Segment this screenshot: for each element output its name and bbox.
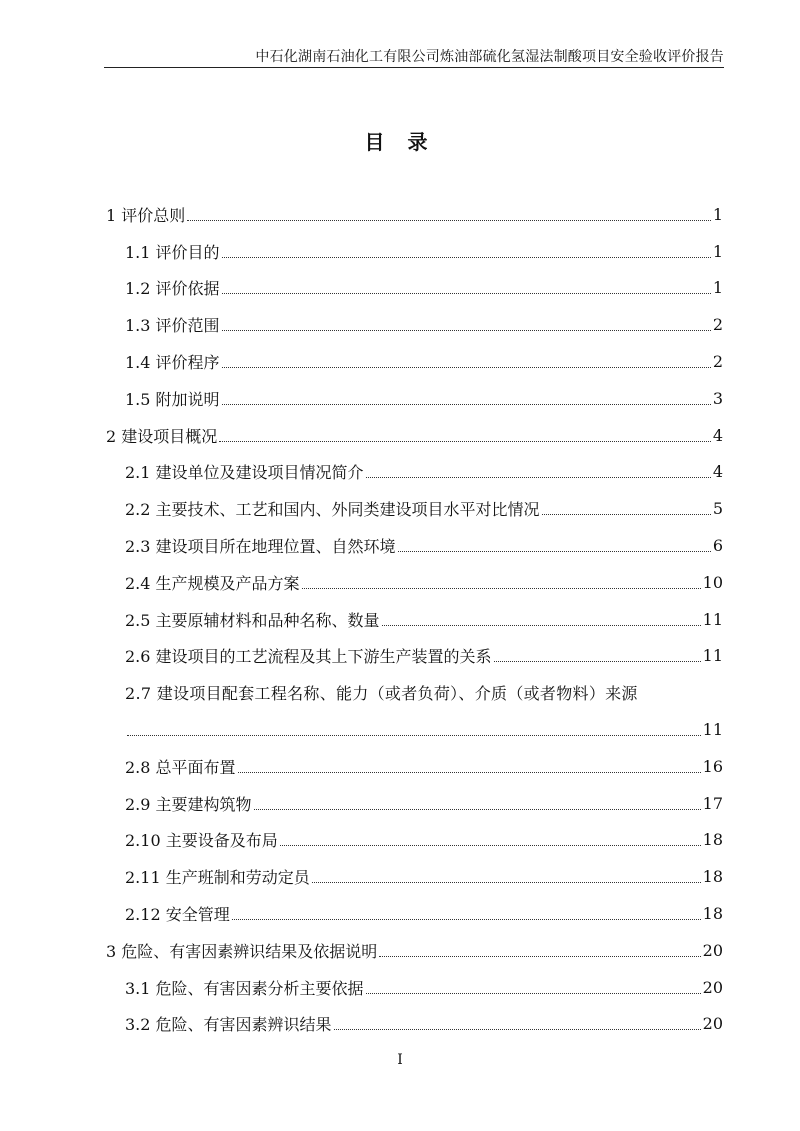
toc-page: 17	[702, 793, 723, 813]
toc-leader	[187, 220, 711, 221]
toc-leader	[312, 882, 701, 883]
toc-leader	[382, 625, 701, 626]
toc-page: 10	[702, 572, 723, 592]
toc-page: 18	[702, 904, 723, 924]
toc-page: 18	[702, 867, 723, 887]
toc-label: 1.5 附加说明	[125, 389, 220, 409]
toc-entry[interactable]	[106, 785, 723, 822]
toc-label: 2.5 主要原辅材料和品种名称、数量	[125, 610, 380, 630]
toc-label: 2.10 主要设备及布局	[125, 831, 278, 851]
toc-label: 2 建设项目概况	[106, 426, 218, 446]
toc-leader	[222, 330, 711, 331]
toc-page: 20	[702, 1014, 723, 1034]
toc-entry[interactable]	[106, 1006, 723, 1043]
toc-page: 16	[702, 756, 723, 776]
toc-label: 3.1 危险、有害因素分析主要依据	[125, 978, 364, 998]
header-rule	[104, 67, 724, 68]
toc-label: 2.3 建设项目所在地理位置、自然环境	[125, 537, 396, 557]
toc-page: 1	[712, 241, 723, 261]
toc-leader	[494, 661, 701, 662]
toc-page: 1	[712, 204, 723, 224]
page-number: I	[397, 1052, 403, 1068]
toc-page: 20	[702, 940, 723, 960]
toc-leader	[542, 514, 711, 515]
toc-page: 2	[712, 315, 723, 335]
toc-entry[interactable]	[106, 969, 723, 1006]
toc-page: 5	[712, 499, 723, 519]
toc-label: 1.1 评价目的	[125, 242, 220, 262]
toc-leader	[219, 441, 711, 442]
toc-label: 2.7 建设项目配套工程名称、能力（或者负荷）、介质（或者物料）来源	[125, 684, 638, 704]
toc-entry[interactable]	[106, 196, 723, 233]
toc-leader	[222, 293, 711, 294]
toc-label: 2.12 安全管理	[125, 905, 230, 925]
toc-label: 1.3 评价范围	[125, 316, 220, 336]
toc-page: 11	[702, 609, 723, 629]
toc-entry[interactable]	[106, 343, 723, 380]
toc-entry[interactable]	[106, 306, 723, 343]
toc-leader	[398, 551, 711, 552]
toc-leader	[280, 845, 701, 846]
page-title: 目 录	[364, 130, 436, 154]
toc-entry[interactable]	[106, 601, 723, 638]
toc-entry[interactable]	[106, 858, 723, 895]
toc-page: 11	[702, 646, 723, 666]
running-header: 中石化湖南石油化工有限公司炼油部硫化氢湿法制酸项目安全验收评价报告	[255, 49, 724, 65]
toc-leader	[366, 477, 711, 478]
toc-label: 2.9 主要建构筑物	[125, 794, 252, 814]
toc-leader	[334, 1029, 701, 1030]
toc-leader	[222, 257, 711, 258]
toc-label: 2.11 生产班制和劳动定员	[125, 868, 310, 888]
toc-label: 1.4 评价程序	[125, 353, 220, 373]
toc-leader	[366, 993, 701, 994]
toc-entry[interactable]	[106, 748, 723, 785]
toc-page: 3	[712, 388, 723, 408]
toc-entry[interactable]	[106, 270, 723, 307]
toc-entry[interactable]	[106, 380, 723, 417]
toc-page: 4	[712, 425, 723, 445]
toc-entry[interactable]	[106, 233, 723, 270]
toc-page: 11	[702, 720, 723, 740]
toc-label: 2.6 建设项目的工艺流程及其上下游生产装置的关系	[125, 647, 492, 667]
toc-entry[interactable]	[106, 932, 723, 969]
toc-label: 1 评价总则	[106, 205, 186, 225]
toc-entry[interactable]	[106, 638, 723, 675]
toc-leader	[222, 404, 711, 405]
table-of-contents	[106, 196, 723, 1042]
toc-entry[interactable]	[106, 895, 723, 932]
toc-leader	[254, 809, 701, 810]
toc-page: 18	[702, 830, 723, 850]
toc-page: 20	[702, 977, 723, 997]
toc-page: 2	[712, 352, 723, 372]
toc-leader	[232, 919, 701, 920]
toc-label: 2.2 主要技术、工艺和国内、外同类建设项目水平对比情况	[125, 500, 540, 520]
toc-entry[interactable]	[106, 454, 723, 491]
toc-label: 3.2 危险、有害因素辨识结果	[125, 1015, 332, 1035]
toc-page: 4	[712, 462, 723, 482]
toc-entry[interactable]	[106, 490, 723, 527]
toc-leader	[379, 956, 700, 957]
toc-entry[interactable]	[106, 527, 723, 564]
toc-label: 1.2 评价依据	[125, 279, 220, 299]
toc-entry[interactable]	[106, 564, 723, 601]
toc-entry[interactable]	[106, 822, 723, 859]
toc-leader	[127, 735, 701, 736]
toc-leader	[302, 588, 701, 589]
toc-entry[interactable]	[106, 417, 723, 454]
toc-page: 1	[712, 278, 723, 298]
toc-label: 2.4 生产规模及产品方案	[125, 573, 300, 593]
toc-leader	[222, 367, 711, 368]
toc-entry-continuation[interactable]	[106, 711, 723, 748]
toc-label: 2.8 总平面布置	[125, 757, 236, 777]
toc-label: 2.1 建设单位及建设项目情况简介	[125, 463, 364, 483]
toc-page: 6	[712, 536, 723, 556]
toc-entry[interactable]	[106, 674, 723, 711]
toc-leader	[238, 772, 701, 773]
toc-label: 3 危险、有害因素辨识结果及依据说明	[106, 941, 378, 961]
